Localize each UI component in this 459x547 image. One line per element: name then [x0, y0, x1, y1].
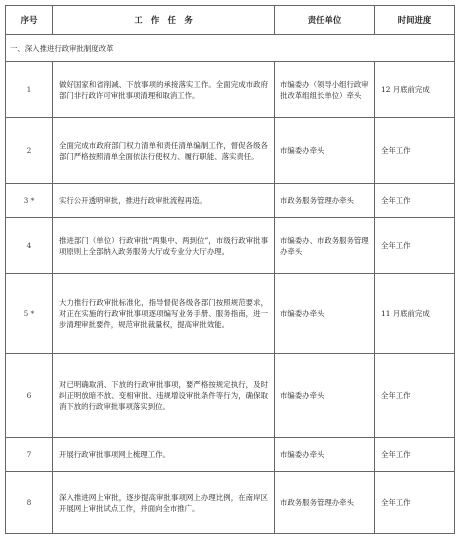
row-time: 全年工作: [375, 118, 455, 184]
row-number: 6: [6, 354, 53, 438]
table-row: [6, 118, 455, 184]
row-unit: 市编委办牵头: [275, 118, 375, 184]
row-task: 开展行政审批事项网上梳理工作。: [53, 438, 275, 472]
row-unit: 市编委办（领导小组行政审批改革组组长单位）牵头: [275, 62, 375, 118]
table-row: [6, 218, 455, 274]
row-number: 5 *: [6, 274, 53, 354]
row-unit: 市政务服务管理办牵头: [275, 472, 375, 534]
table-row: [6, 184, 455, 218]
header-unit: 责任单位: [275, 6, 375, 35]
row-time: 全年工作: [375, 218, 455, 274]
row-number: 7: [6, 438, 53, 472]
row-task: 深入推进网上审批，逐步提高审批事项网上办理比例，在南岸区开展网上审批试点工作，并面向全市推广。: [53, 472, 275, 534]
row-task: 全面完成市政府部门权力清单和责任清单编制工作，督促各级各部门严格按照清单全面依法行使权力、履行职能、落实责任。: [53, 118, 275, 184]
row-unit: 市编委办、市政务服务管理办牵头: [275, 218, 375, 274]
row-task: 大力推行行政审批标准化，指导督促各级各部门按照规范要求，对正在实施的行政审批事项逐项编写业务手册、服务指南，进一步清理审批要件，规范审批裁量权，提高审批效能。: [53, 274, 275, 354]
table-header-row: [6, 6, 455, 35]
row-time: 全年工作: [375, 472, 455, 534]
row-unit: 市编委办牵头: [275, 274, 375, 354]
section-row: [6, 35, 455, 62]
row-unit: 市编委办牵头: [275, 354, 375, 438]
row-time: 11 月底前完成: [375, 274, 455, 354]
header-seq: 序号: [6, 6, 53, 35]
header-task: 工 作 任 务: [53, 6, 275, 35]
table-row: [6, 274, 455, 354]
row-number: 8: [6, 472, 53, 534]
row-time: 全年工作: [375, 184, 455, 218]
row-task: 做好国家和省削减、下放事项的承接落实工作。全面完成市政府部门非行政许可审批事项清理和取消工作。: [53, 62, 275, 118]
row-task: 实行公开透明审批，推进行政审批流程再造。: [53, 184, 275, 218]
row-number: 3 *: [6, 184, 53, 218]
row-time: 全年工作: [375, 354, 455, 438]
row-number: 4: [6, 218, 53, 274]
section-title: 一、深入推进行政审批制度改革: [6, 35, 455, 62]
row-time: 全年工作: [375, 438, 455, 472]
row-unit: 市编委办牵头: [275, 438, 375, 472]
row-task: 对已明确取消、下放的行政审批事项，要严格按规定执行，及时纠正明放暗不放、变相审批、违规增设审批条件等行为，确保取消下放的行政审批事项落实到位。: [53, 354, 275, 438]
row-task: 推进部门（单位）行政审批“两集中、两到位”，市级行政审批事项原则上全部纳入政务服务大厅或专业分大厅办理。: [53, 218, 275, 274]
row-number: 2: [6, 118, 53, 184]
table-row: [6, 472, 455, 534]
table-row: [6, 62, 455, 118]
row-unit: 市政务服务管理办牵头: [275, 184, 375, 218]
table-row: [6, 354, 455, 438]
task-table: [5, 5, 455, 534]
table-row: [6, 438, 455, 472]
header-time: 时间进度: [375, 6, 455, 35]
row-number: 1: [6, 62, 53, 118]
row-time: 12 月底前完成: [375, 62, 455, 118]
